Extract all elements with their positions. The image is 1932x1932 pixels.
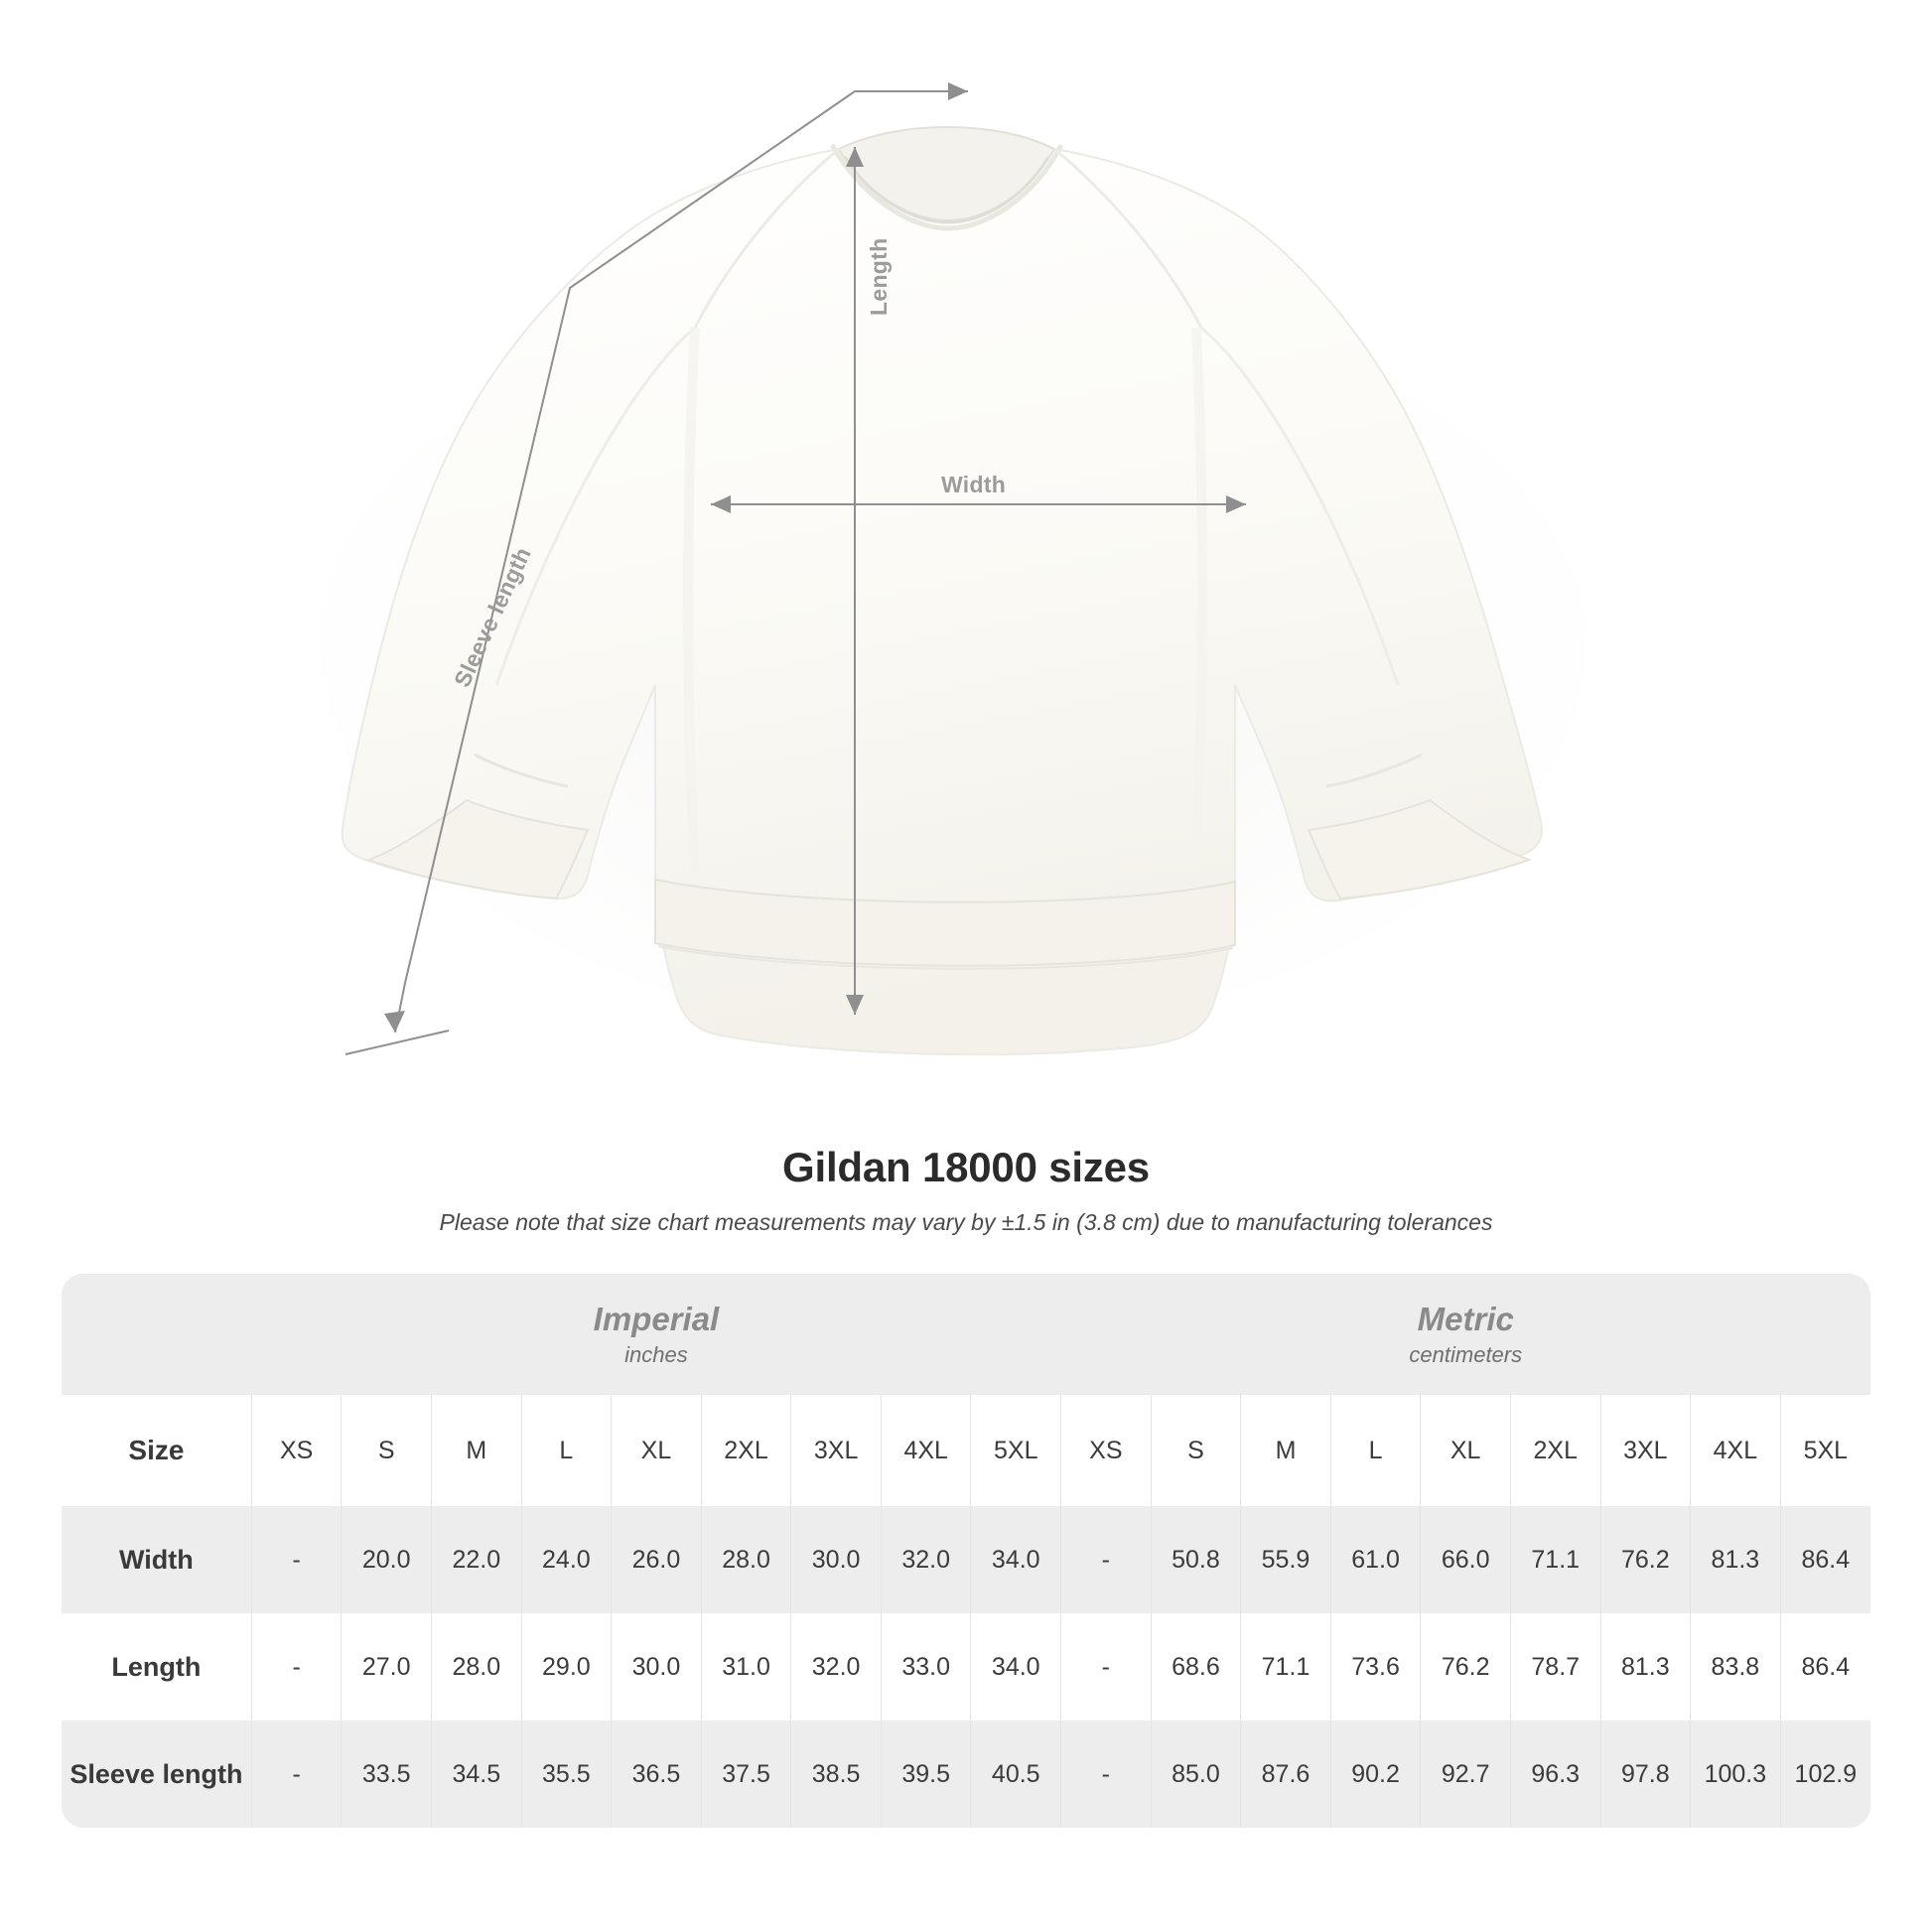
- cell-length-imp-5xl: 34.0: [971, 1613, 1061, 1721]
- header-metric-2xl: 2XL: [1510, 1395, 1600, 1506]
- header-metric-xs: XS: [1061, 1395, 1152, 1506]
- cell-sleeve-imp-3xl: 38.5: [791, 1721, 882, 1828]
- unit-metric-name: Metric: [1417, 1301, 1514, 1338]
- cell-sleeve-met-5xl: 102.9: [1780, 1721, 1870, 1828]
- cell-width-imp-xl: 26.0: [612, 1506, 702, 1613]
- table-row: [62, 1613, 1870, 1721]
- row-label-length: Length: [62, 1613, 251, 1721]
- cell-sleeve-imp-2xl: 37.5: [701, 1721, 791, 1828]
- cell-sleeve-imp-5xl: 40.5: [971, 1721, 1061, 1828]
- cell-sleeve-met-xl: 92.7: [1421, 1721, 1511, 1828]
- cell-length-imp-s: 27.0: [342, 1613, 432, 1721]
- table-row: [62, 1721, 1870, 1828]
- cell-length-imp-4xl: 33.0: [881, 1613, 971, 1721]
- row-label-sleeve-length: Sleeve length: [62, 1721, 251, 1828]
- unit-imperial: [251, 1274, 1060, 1395]
- cell-width-imp-4xl: 32.0: [881, 1506, 971, 1613]
- cell-length-met-m: 71.1: [1241, 1613, 1331, 1721]
- cell-length-met-3xl: 81.3: [1600, 1613, 1691, 1721]
- header-size: Size: [62, 1395, 251, 1506]
- cell-width-imp-l: 24.0: [521, 1506, 612, 1613]
- header-imperial-s: S: [342, 1395, 432, 1506]
- cell-sleeve-met-3xl: 97.8: [1600, 1721, 1691, 1828]
- cell-width-met-l: 61.0: [1330, 1506, 1421, 1613]
- cell-length-imp-xl: 30.0: [612, 1613, 702, 1721]
- cell-width-imp-2xl: 28.0: [701, 1506, 791, 1613]
- cell-length-met-4xl: 83.8: [1691, 1613, 1781, 1721]
- unit-imperial-name: Imperial: [593, 1301, 720, 1338]
- cell-sleeve-imp-s: 33.5: [342, 1721, 432, 1828]
- row-label-width: Width: [62, 1506, 251, 1613]
- cell-sleeve-met-m: 87.6: [1241, 1721, 1331, 1828]
- size-table-container: [62, 1274, 1870, 1828]
- header-metric-l: L: [1330, 1395, 1421, 1506]
- cell-sleeve-met-l: 90.2: [1330, 1721, 1421, 1828]
- tolerance-note: Please note that size chart measurements may vary by ±1.5 in (3.8 cm) due to manufacturing tolerances: [439, 1209, 1493, 1235]
- cell-sleeve-imp-xs: -: [251, 1721, 342, 1828]
- cell-width-imp-s: 20.0: [342, 1506, 432, 1613]
- cell-width-met-4xl: 81.3: [1691, 1506, 1781, 1613]
- size-header-row: [62, 1395, 1870, 1506]
- cell-width-imp-3xl: 30.0: [791, 1506, 882, 1613]
- unit-metric: [1061, 1274, 1870, 1395]
- cell-length-met-s: 68.6: [1151, 1613, 1241, 1721]
- cell-sleeve-imp-4xl: 39.5: [881, 1721, 971, 1828]
- length-label: Length: [866, 237, 892, 316]
- cell-length-imp-2xl: 31.0: [701, 1613, 791, 1721]
- table-row: [62, 1506, 1870, 1613]
- title-block: [0, 1144, 1932, 1236]
- cell-width-imp-5xl: 34.0: [971, 1506, 1061, 1613]
- header-imperial-xl: XL: [612, 1395, 702, 1506]
- cell-sleeve-imp-xl: 36.5: [612, 1721, 702, 1828]
- cell-length-imp-l: 29.0: [521, 1613, 612, 1721]
- cell-length-imp-3xl: 32.0: [791, 1613, 882, 1721]
- unit-imperial-sub: inches: [624, 1341, 688, 1367]
- sleeve-length-label: Sleeve length: [449, 543, 536, 691]
- cell-sleeve-met-2xl: 96.3: [1510, 1721, 1600, 1828]
- header-imperial-5xl: 5XL: [971, 1395, 1061, 1506]
- cell-width-imp-xs: -: [251, 1506, 342, 1613]
- cell-width-met-s: 50.8: [1151, 1506, 1241, 1613]
- cell-length-met-l: 73.6: [1330, 1613, 1421, 1721]
- cell-sleeve-met-4xl: 100.3: [1691, 1721, 1781, 1828]
- cell-width-met-2xl: 71.1: [1510, 1506, 1600, 1613]
- width-label: Width: [941, 472, 1007, 497]
- cell-length-met-2xl: 78.7: [1510, 1613, 1600, 1721]
- cell-length-met-xs: -: [1061, 1613, 1152, 1721]
- cell-width-met-5xl: 86.4: [1780, 1506, 1870, 1613]
- cell-sleeve-met-xs: -: [1061, 1721, 1152, 1828]
- header-imperial-3xl: 3XL: [791, 1395, 882, 1506]
- cell-sleeve-imp-m: 34.5: [432, 1721, 522, 1828]
- header-imperial-xs: XS: [251, 1395, 342, 1506]
- cell-length-met-5xl: 86.4: [1780, 1613, 1870, 1721]
- header-metric-m: M: [1241, 1395, 1331, 1506]
- cell-width-met-xs: -: [1061, 1506, 1152, 1613]
- cell-length-met-xl: 76.2: [1421, 1613, 1511, 1721]
- header-metric-4xl: 4XL: [1691, 1395, 1781, 1506]
- cell-length-imp-m: 28.0: [432, 1613, 522, 1721]
- header-metric-5xl: 5XL: [1780, 1395, 1870, 1506]
- size-table: [62, 1274, 1870, 1828]
- cell-width-imp-m: 22.0: [432, 1506, 522, 1613]
- header-metric-s: S: [1151, 1395, 1241, 1506]
- cell-width-met-xl: 66.0: [1421, 1506, 1511, 1613]
- unit-header-row: [62, 1274, 1870, 1395]
- cell-width-met-3xl: 76.2: [1600, 1506, 1691, 1613]
- page-title: Gildan 18000 sizes: [782, 1144, 1150, 1190]
- cell-length-imp-xs: -: [251, 1613, 342, 1721]
- cell-width-met-m: 55.9: [1241, 1506, 1331, 1613]
- cell-sleeve-imp-l: 35.5: [521, 1721, 612, 1828]
- header-imperial-m: M: [432, 1395, 522, 1506]
- header-imperial-2xl: 2XL: [701, 1395, 791, 1506]
- header-metric-xl: XL: [1421, 1395, 1511, 1506]
- cell-sleeve-met-s: 85.0: [1151, 1721, 1241, 1828]
- unit-metric-sub: centimeters: [1409, 1341, 1523, 1367]
- header-metric-3xl: 3XL: [1600, 1395, 1691, 1506]
- header-imperial-l: L: [521, 1395, 612, 1506]
- unit-spacer: [62, 1274, 251, 1395]
- header-imperial-4xl: 4XL: [881, 1395, 971, 1506]
